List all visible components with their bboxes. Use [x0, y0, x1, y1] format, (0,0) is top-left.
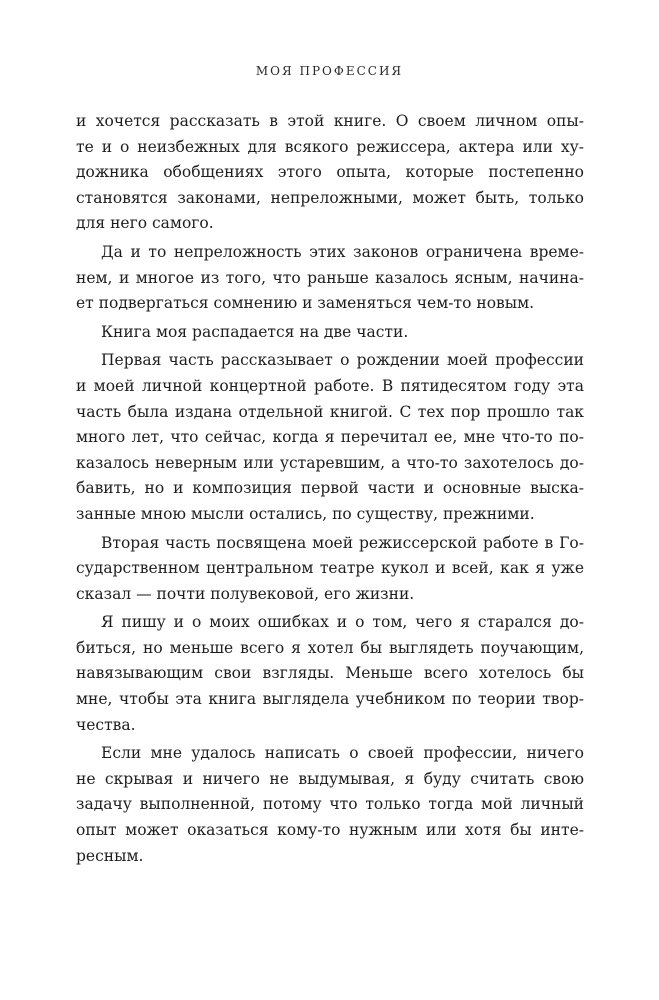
text-line: для него самого. — [76, 214, 214, 233]
text-line: задачу выполненной, потому что только тогда мой личный — [76, 795, 584, 814]
text-line: и хочется рассказать в этой книге. О своем личном опы- — [76, 112, 584, 130]
text-line: нем, и многое из того, что раньше казалось ясным, начина- — [76, 268, 584, 287]
body-text — [76, 109, 584, 869]
text-line: те и о неизбежных для всякого режиссера, актера или ху- — [76, 137, 584, 156]
paragraph — [76, 320, 584, 346]
paragraph — [76, 741, 584, 869]
text-line: мне, чтобы эта книга выглядела учебником по теории твор- — [76, 690, 584, 709]
text-line: становятся законами, непреложными, может быть, только — [76, 188, 584, 207]
text-line: дожника обобщениях этого опыта, которые постепенно — [76, 163, 584, 182]
text-line: и моей личной концертной работе. В пятидесятом году эта — [76, 376, 584, 395]
text-line: сказал — почти полувековой, его жизни. — [76, 584, 415, 603]
paragraph — [76, 610, 584, 738]
paragraph — [76, 348, 584, 527]
text-line: Книга моя распадается на две части. — [101, 322, 409, 341]
text-line: ет подвергаться сомнению и заменяться чем-то новым. — [76, 294, 535, 313]
text-line: бавить, но и композиция первой части и основные выска- — [76, 479, 584, 498]
text-line: Если мне удалось написать о своей профессии, ничего — [101, 744, 584, 763]
text-line: сударственном центральном театре кукол и всей, как я уже — [76, 559, 584, 578]
text-line: казалось неверным или устаревшим, а что-то захотелось до- — [76, 453, 584, 472]
running-head: МОЯ ПРОФЕССИЯ — [255, 64, 404, 78]
text-line: часть была издана отдельной книгой. С тех пор прошло так — [76, 402, 584, 421]
text-line: Я пишу и о моих ошибках и о том, чего я старался до- — [101, 613, 584, 632]
text-line: не скрывая и ничего не выдумывая, я буду считать свою — [76, 769, 584, 788]
text-line: чества. — [76, 715, 136, 734]
paragraph — [76, 531, 584, 608]
text-line: много лет, что сейчас, когда я перечитал ее, мне что-то по- — [76, 428, 584, 447]
paragraph — [76, 240, 584, 317]
text-line: биться, но меньше всего я хотел бы выглядеть поучающим, — [76, 638, 584, 657]
text-line: Да и то непреложность этих законов ограничена време- — [101, 242, 584, 261]
text-line: занные мною мысли остались, по существу, прежними. — [76, 504, 535, 523]
text-line: опыт может оказаться кому-то нужным или хотя бы инте- — [76, 821, 584, 840]
text-line: Вторая часть посвящена моей режиссерской работе в Го- — [101, 533, 584, 552]
text-line: ресным. — [76, 846, 144, 865]
text-line: Первая часть рассказывает о рождении моей профессии — [101, 351, 584, 370]
text-line: навязывающим свои взгляды. Меньше всего хотелось бы — [76, 664, 584, 683]
paragraph — [76, 109, 584, 237]
